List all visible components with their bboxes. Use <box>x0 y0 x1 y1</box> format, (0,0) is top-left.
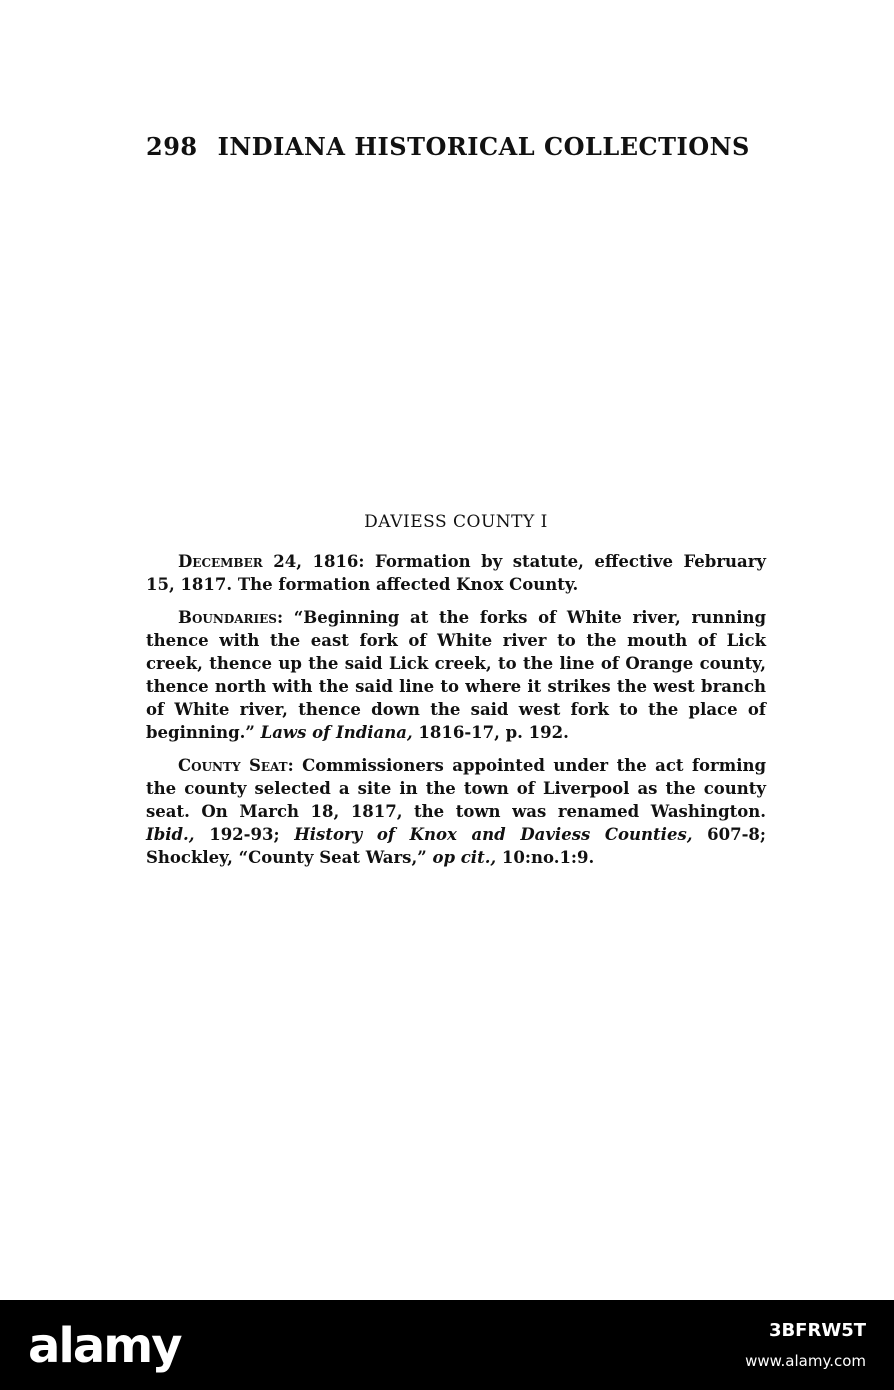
county-seat-text: : Commissioners appointed under the act forming the county selected a site in the town of Liverpool as the county seat. On March 18, 1817, the town was renamed Washington. <box>146 756 767 821</box>
boundaries-citation-page: 1816-17, p. 192. <box>412 723 569 742</box>
boundaries-text: : “Beginning at the forks of White river, running thence with the east fork of White river to the mouth of Lick creek, thence up the said Lick creek, to the line of Orange county, thence north with the said line to where it strikes the west branch of White river, thence down the said west fork to the place of beginning.” <box>146 608 766 742</box>
page-number: 298 <box>146 132 198 161</box>
image-id: 3BFRW5T <box>768 1320 866 1341</box>
ibid-pages: 192-93; <box>194 825 295 844</box>
county-seat-label: County Seat <box>178 756 288 775</box>
ibid-citation: Ibid., <box>146 825 195 844</box>
alamy-logo: alamy <box>28 1318 181 1374</box>
formation-paragraph <box>146 550 766 596</box>
body-text <box>146 550 766 879</box>
formation-text: 24, 1816: Formation by statute, effective February 15, 1817. The formation affected Knox County. <box>146 552 766 594</box>
running-header <box>146 132 766 161</box>
watermark-footer <box>0 1300 894 1390</box>
county-seat-paragraph <box>146 754 766 869</box>
running-title: INDIANA HISTORICAL COLLECTIONS <box>217 132 750 161</box>
op-cit-reference: 10:no.1:9. <box>496 848 595 867</box>
footer-url: www.alamy.com <box>745 1352 866 1370</box>
history-citation-title: History of Knox and Daviess Counties, <box>294 825 693 844</box>
op-cit-citation: op cit., <box>432 848 497 867</box>
date-label: December <box>178 552 263 571</box>
section-title: DAVIESS COUNTY I <box>364 512 548 532</box>
boundaries-citation-title: Laws of Indiana, <box>260 723 413 742</box>
boundaries-paragraph <box>146 606 766 744</box>
history-citation-rest: 607-8; Shockley, “County Seat Wars,” <box>146 825 766 867</box>
boundaries-label: Boundaries <box>178 608 277 627</box>
